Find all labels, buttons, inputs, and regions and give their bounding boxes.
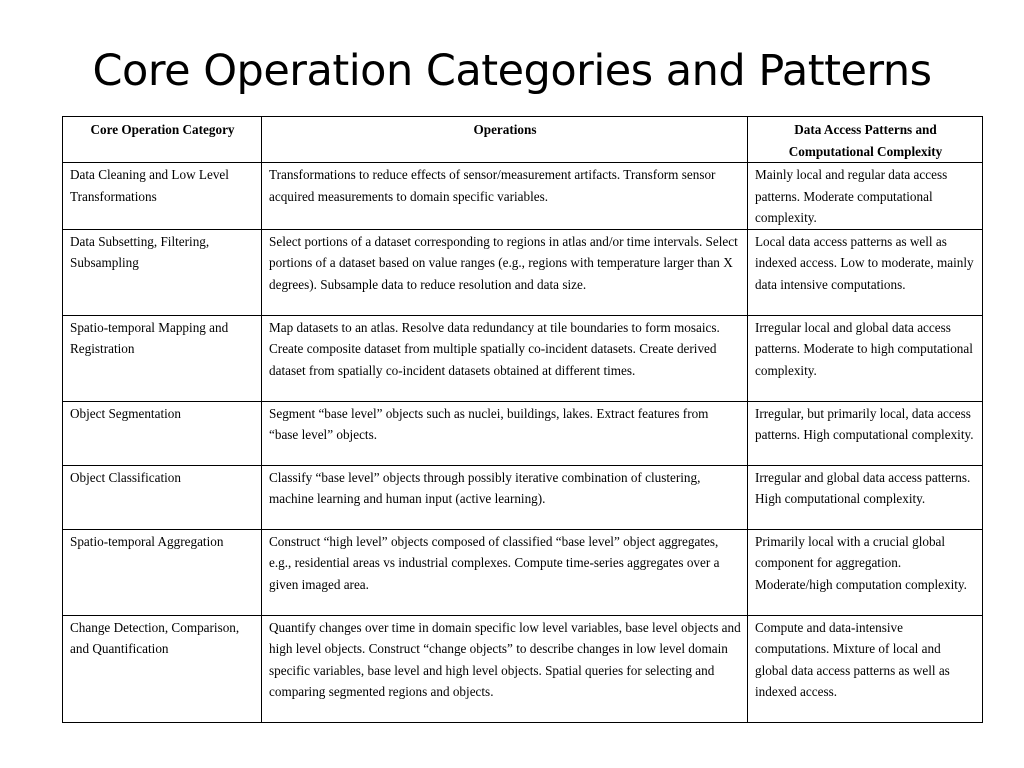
cell-operations: Quantify changes over time in domain specific low level variables, base level objects and high level objects. Construct “change objects” to describe changes in low level domain specific variables, base level and high level objects. Spatial queries for selecting and comparing segmented regions and objects.: [262, 615, 748, 722]
cell-patterns: Irregular, but primarily local, data access patterns. High computational complexity.: [748, 401, 983, 465]
cell-category: Spatio-temporal Mapping and Registration: [63, 315, 262, 401]
cell-patterns: Compute and data-intensive computations. Mixture of local and global data access patterns as well as indexed access.: [748, 615, 983, 722]
cell-category: Change Detection, Comparison, and Quantification: [63, 615, 262, 722]
cell-category: Spatio-temporal Aggregation: [63, 529, 262, 615]
cell-operations: Classify “base level” objects through possibly iterative combination of clustering, machine learning and human input (active learning).: [262, 465, 748, 529]
header-patterns: Data Access Patterns and Computational Complexity: [748, 117, 983, 163]
cell-category: Data Subsetting, Filtering, Subsampling: [63, 229, 262, 315]
slide-title: Core Operation Categories and Patterns: [92, 46, 932, 96]
table-header-row: [63, 117, 983, 163]
table-row: [63, 163, 983, 230]
header-operations: Operations: [262, 117, 748, 163]
cell-operations: Construct “high level” objects composed of classified “base level” object aggregates, e.g., residential areas vs industrial complexes. Compute time-series aggregates over a given imaged area.: [262, 529, 748, 615]
cell-operations: Map datasets to an atlas. Resolve data redundancy at tile boundaries to form mosaics. Create composite dataset from multiple spatially co-incident datasets. Create derived dataset from spatially co-incident datasets obtained at different times.: [262, 315, 748, 401]
table-row: [63, 465, 983, 529]
cell-patterns: Mainly local and regular data access patterns. Moderate computational complexity.: [748, 163, 983, 230]
table-row: [63, 615, 983, 722]
operations-table: [62, 116, 983, 723]
table-row: [63, 401, 983, 465]
cell-patterns: Primarily local with a crucial global component for aggregation. Moderate/high computation complexity.: [748, 529, 983, 615]
cell-operations: Segment “base level” objects such as nuclei, buildings, lakes. Extract features from “base level” objects.: [262, 401, 748, 465]
cell-operations: Select portions of a dataset corresponding to regions in atlas and/or time intervals. Select portions of a dataset based on value ranges (e.g., regions with temperature larger than X degrees). Subsample data to reduce resolution and data size.: [262, 229, 748, 315]
cell-patterns: Irregular and global data access patterns. High computational complexity.: [748, 465, 983, 529]
table-row: [63, 529, 983, 615]
cell-patterns: Irregular local and global data access patterns. Moderate to high computational complexity.: [748, 315, 983, 401]
cell-category: Object Segmentation: [63, 401, 262, 465]
table-row: [63, 229, 983, 315]
cell-category: Data Cleaning and Low Level Transformations: [63, 163, 262, 230]
cell-category: Object Classification: [63, 465, 262, 529]
cell-patterns: Local data access patterns as well as indexed access. Low to moderate, mainly data intensive computations.: [748, 229, 983, 315]
cell-operations: Transformations to reduce effects of sensor/measurement artifacts. Transform sensor acquired measurements to domain specific variables.: [262, 163, 748, 230]
table-row: [63, 315, 983, 401]
header-category: Core Operation Category: [63, 117, 262, 163]
